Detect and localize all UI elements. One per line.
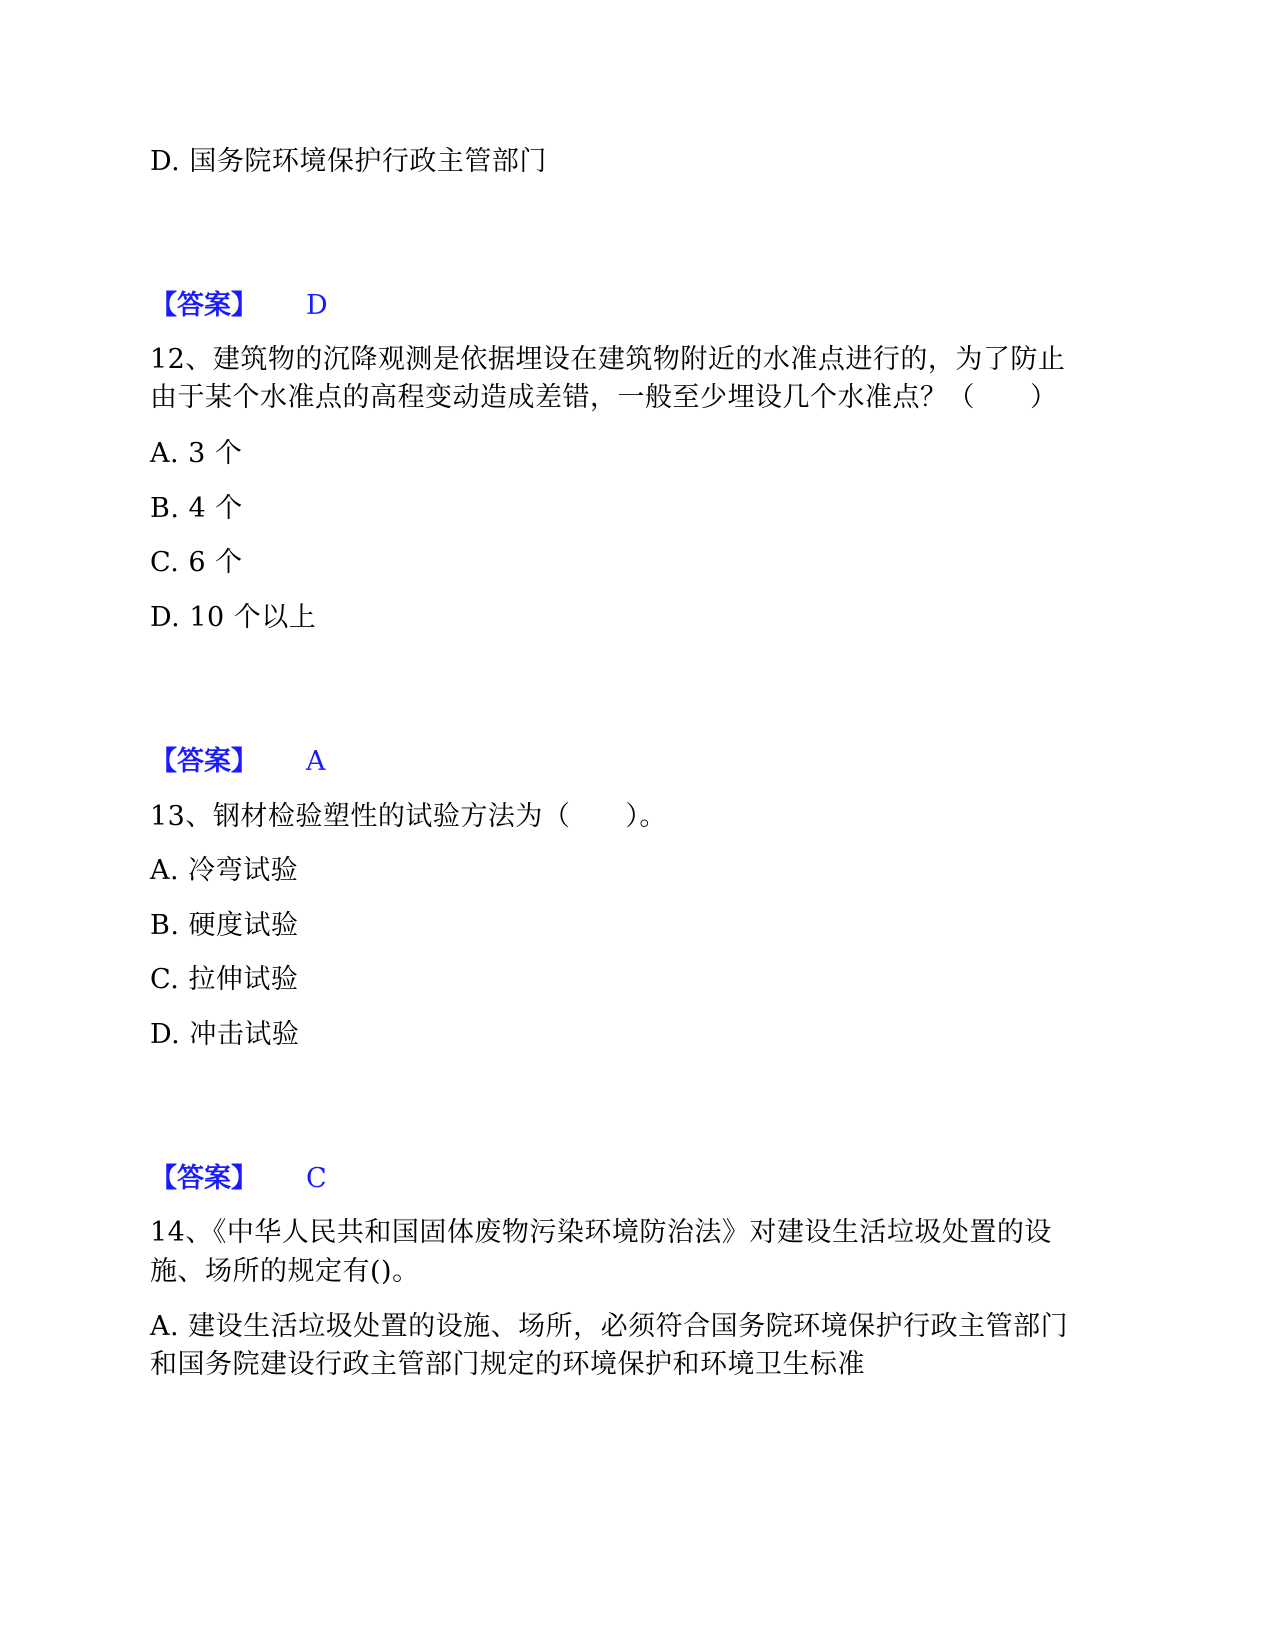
q14-option-a-line1: A. 建设生活垃圾处置的设施、场所，必须符合国务院环境保护行政主管部门 xyxy=(150,1311,1069,1342)
prev-answer xyxy=(150,286,328,326)
q12-option-b: B. 4 个 xyxy=(150,493,243,524)
q13-stem: 13、钢材检验塑性的试验方法为（ ）。 xyxy=(150,801,667,832)
q13-answer xyxy=(150,1159,327,1199)
answer-value: D xyxy=(306,290,328,321)
q14-stem-line2: 施、场所的规定有()。 xyxy=(150,1256,420,1287)
q13-option-b: B. 硬度试验 xyxy=(150,910,299,941)
q13-option-d: D. 冲击试验 xyxy=(150,1019,300,1050)
answer-value: C xyxy=(306,1163,327,1194)
answer-label: 【答案】 xyxy=(150,290,258,321)
q14-stem-line1: 14、《中华人民共和国固体废物污染环境防治法》对建设生活垃圾处置的设 xyxy=(150,1217,1052,1248)
prev-option-d: D. 国务院环境保护行政主管部门 xyxy=(150,146,547,177)
q12-stem-line1: 12、建筑物的沉降观测是依据埋设在建筑物附近的水准点进行的，为了防止 xyxy=(150,344,1066,375)
q12-option-a: A. 3 个 xyxy=(150,438,243,469)
q12-option-c: C. 6 个 xyxy=(150,547,243,578)
q13-option-c: C. 拉伸试验 xyxy=(150,964,299,995)
answer-value: A xyxy=(306,746,326,777)
q12-answer xyxy=(150,742,326,782)
q12-option-d: D. 10 个以上 xyxy=(150,602,317,633)
q12-stem-line2: 由于某个水准点的高程变动造成差错，一般至少埋设几个水准点？（ ） xyxy=(150,382,1058,413)
q14-option-a-line2: 和国务院建设行政主管部门规定的环境保护和环境卫生标准 xyxy=(150,1349,865,1380)
answer-label: 【答案】 xyxy=(150,746,258,777)
q13-option-a: A. 冷弯试验 xyxy=(150,855,299,886)
answer-label: 【答案】 xyxy=(150,1163,258,1194)
